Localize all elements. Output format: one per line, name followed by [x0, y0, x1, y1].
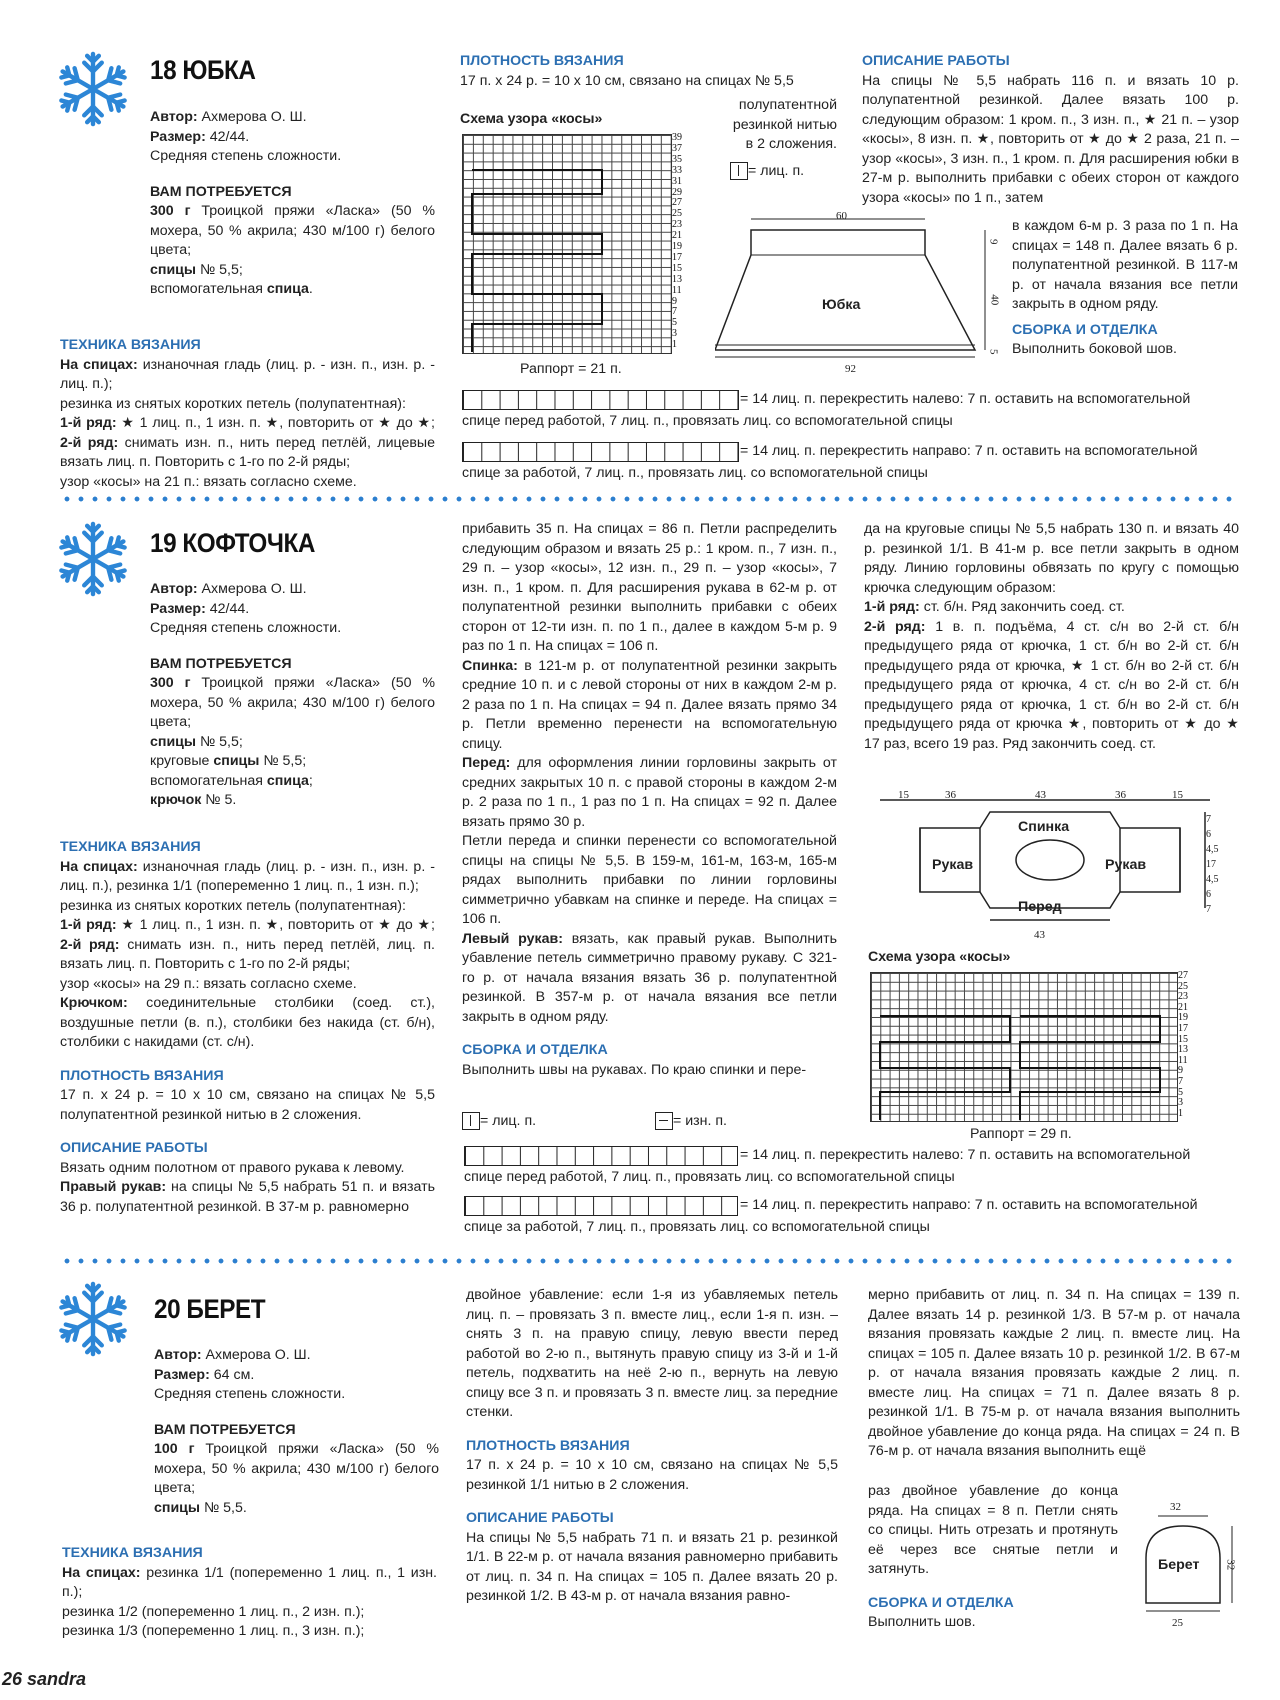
chart-repeat: Раппорт = 29 п. [970, 1126, 1072, 1142]
chart-row-number: 5 [672, 317, 677, 329]
snowflake-icon [54, 1280, 132, 1358]
dim-bottom: 92 [845, 363, 856, 375]
section-title: 19 КОФТОЧКА [150, 528, 315, 558]
work-heading: ОПИСАНИЕ РАБОТЫ [60, 1140, 208, 1156]
cross-right-text: = 14 лиц. п. перекрестить направо: 7 п. оставить на вспомогательной [740, 443, 1198, 459]
materials-heading: ВАМ ПОТРЕБУЕТСЯ [150, 655, 292, 672]
section-title: 18 ЮБКА [150, 55, 256, 85]
materials-yarn: 300 г Троицкой пряжи «Ласка» (50 % мохера, 50 % акрила; 430 м/100 г) белого цвета; [150, 203, 435, 258]
chart-row-number: 5 [1178, 1086, 1183, 1098]
legend-purl: = изн. п. [655, 1112, 727, 1132]
section-divider [60, 496, 1240, 502]
materials-heading: ВАМ ПОТРЕБУЕТСЯ [150, 183, 292, 200]
section-title: 20 БЕРЕТ [154, 1294, 266, 1324]
chart-row-number: 23 [1178, 991, 1188, 1003]
section-meta: Автор: Ахмерова О. Ш. Размер: 64 см. Средняя степень сложности. ВАМ ПОТРЕБУЕТСЯ 100 г Троицкой пряжи «Ласка» (50 % мохера, 50 % акрила; 430 м/100 г) белого цвета; спицы № 5,5. [154, 1347, 439, 1516]
section-meta [150, 108, 435, 300]
density-heading: ПЛОТНОСТЬ ВЯЗАНИЯ [60, 1067, 224, 1084]
chart-row-number: 13 [1178, 1044, 1188, 1056]
chart-row-number: 21 [672, 230, 682, 242]
column-2: прибавить 35 п. На спицах = 86 п. Петли распределить следующим образом и вязать 25 р.: 1 кром. п., 7 изн. п., 29 п. – узор «косы», 12 изн. п., 29 п. – узор «косы», 7 изн. п., 1 кром. п. Для расширения рукава в 62-м р. от полупатентной резинки выполнить прибавки с обеих сторон от 12-ти изн. п. по 1 п., далее в каждом 5-м р. 9 раз по 1 п. На спицах = 106 п. Спинка: в 121-м р. от полупатентной резинки закрыть средние 10 п. и с левой стороны от них в каждом 2-м р. 2 раза по 1 п. На спицах = 94 п. Далее вязать прямо 34 р. Петли временно перенести на вспомогательную спицу. Перед: для оформления линии горловины закрыть от средних закрытых 10 п. с правой стороны в каждом 2-м р. 2 раза по 1 п., 1 раз по 1 п. На спицах = 92 п. Далее вязать прямо 30 р. Петли переда и спинки перенести со вспомогательной спицы на спицы № 5,5. В 159-м, 161-м, 163-м, 165-м рядах выполнить прибавки по линии горловины симметрично убавкам на спинке и переде. На спицах = 106 п. Левый рукав: вязать, как правый рукав. Выполнить убавление петель симметрично правому рукаву. С 321-го р. от начала вязания вязать 36 р. полупатентной резинкой. В 357-м р. от начала вязания все петли закрыть в одном ряду. СБОРКА И ОТДЕЛКА Выполнить швы на рукавах. По краю спинки и пере- [462, 521, 837, 1078]
section-divider [60, 1258, 1240, 1264]
chart-title: Схема узора «косы» [868, 949, 1011, 965]
legend-knit: = лиц. п. [462, 1112, 536, 1132]
dim-top: 60 [836, 210, 847, 222]
chart-row-number: 11 [1178, 1054, 1188, 1066]
diagram-sleeve-right: Рукав [1105, 857, 1147, 873]
author: Ахмерова О. Ш. [197, 109, 307, 125]
chart-row-number: 9 [672, 295, 677, 307]
assembly-heading: СБОРКА И ОТДЕЛКА [1012, 321, 1158, 338]
column-3: мерно прибавить от лиц. п. 34 п. На спицах = 139 п. Далее вязать 14 р. резинкой 1/3. В 57-м р. от начала вязания провязать каждые 2 лиц. п. вместе лиц. На спицах = 105 п. Далее вязать 10 р. резинкой 1/2. В 67-м р. от начала вязания провязать каждые 2 лиц. п. вместе лиц. На спицах = 71 п. Далее вязать 8 р. резинкой 1/1. В 75-м р. от начала вязания выполнить двойное убавление до конца ряда. На спицах = 24 п. В 76-м р. от начала вязания выполнить ещё [868, 1287, 1240, 1459]
dim-height-2: 40 [988, 294, 1001, 306]
work-description-2: в каждом 6-м р. 3 раза по 1 п. На спицах = 148 п. Далее вязать 6 р. полупатентной резинкой. В 117-м р. от начала вязания все петли закрыть в одном ряду. СБОРКА И ОТДЕЛКА Выполнить боковой шов. [1012, 217, 1238, 360]
chart-row-number: 25 [672, 208, 682, 220]
cross-right-text: = 14 лиц. п. перекрестить направо: 7 п. оставить на вспомогательной [740, 1197, 1198, 1213]
size-label: Размер: [150, 128, 206, 145]
cross-left-symbol [462, 390, 739, 410]
cross-right-symbol [462, 442, 739, 462]
snowflake-icon [54, 50, 132, 128]
work-heading: ОПИСАНИЕ РАБОТЫ [862, 53, 1010, 69]
legend-knit: = лиц. п. [730, 162, 804, 182]
chart-row-number: 3 [672, 328, 677, 340]
diagram-sleeve-left: Рукав [932, 857, 974, 873]
diagram-bottom-dim: 43 [1034, 929, 1045, 941]
technique-block: ТЕХНИКА ВЯЗАНИЯ На спицах: резинка 1/1 (попеременно 1 лиц. п., 1 изн. п.); резинка 1/2 (попеременно 1 лиц. п., 2 изн. п.); резинка 1/3 (попеременно 1 лиц. п., 3 изн. п.); [62, 1545, 437, 1639]
chart-row-number: 23 [672, 219, 682, 231]
chart-repeat: Раппорт = 21 п. [520, 361, 622, 377]
density-text-2: полупатентной резинкой нитью в 2 сложения. [732, 97, 837, 152]
chart-row-number: 7 [1178, 1076, 1183, 1087]
chart-row-number: 31 [672, 175, 682, 187]
chart-row-number: 1 [672, 339, 677, 351]
cross-left-text-2: спице перед работой, 7 лиц. п., провязать лиц. со вспомогательной спицы [462, 413, 953, 429]
cable-chart-crosses [870, 972, 1176, 1120]
page-footer: 26 sandra [2, 1669, 87, 1689]
cross-left-symbol [464, 1146, 738, 1166]
difficulty: Средняя степень сложности. [150, 148, 342, 164]
diagram-front-label: Перед [1018, 899, 1062, 915]
chart-row-number: 17 [1178, 1023, 1188, 1034]
materials-needles: спицы № 5,5; [150, 261, 243, 278]
assembly-text: Выполнить боковой шов. [1012, 341, 1177, 357]
chart-row-number: 35 [672, 153, 682, 165]
cross-left-text: = 14 лиц. п. перекрестить налево: 7 п. оставить на вспомогательной [740, 1147, 1191, 1163]
cross-left-text: = 14 лиц. п. перекрестить налево: 7 п. оставить на вспомогательной [740, 391, 1191, 407]
skirt-label: Юбка [822, 297, 861, 313]
column-3b: раз двойное убавление до конца ряда. На спицах = 8 п. Петли снять со спицы. Нить отрезать и протянуть её через все снятые петли и затянуть. СБОРКА И ОТДЕЛКА Выполнить шов. [868, 1483, 1118, 1630]
assembly-heading: СБОРКА И ОТДЕЛКА [462, 1042, 608, 1058]
chart-title: Схема узора «косы» [460, 111, 603, 127]
chart-row-number: 7 [672, 306, 677, 318]
cable-chart-crosses [462, 134, 670, 352]
chart-row-number: 11 [672, 284, 682, 296]
cross-right-symbol [464, 1196, 738, 1216]
chart-row-number: 19 [1178, 1012, 1188, 1024]
density-heading: ПЛОТНОСТЬ ВЯЗАНИЯ [460, 53, 624, 69]
technique-block: ТЕХНИКА ВЯЗАНИЯ На спицах: изнаночная гладь (лиц. р. - изн. п., изн. р. - лиц. п.); резинка из снятых коротких петель (полупатентная): 1-й ряд: ★ 1 лиц. п., 1 изн. п. ★, повторить от ★ до ★; 2-й ряд: снимать изн. п., нить перед петлёй, лицевые вязать лиц. п. Повторить с 1-го по 2-й ряды; узор «косы» на 21 п.: вязать согласно схеме. [60, 337, 435, 490]
chart-row-number: 21 [1178, 1001, 1188, 1013]
blouse-diagram [880, 790, 1220, 940]
dim-height-1: 9 [987, 239, 1000, 245]
chart-row-number: 29 [672, 186, 682, 198]
density-block [460, 52, 840, 91]
cross-right-text-2: спице за работой, 7 лиц. п., провязать лиц. со вспомогательной спицы [464, 1219, 930, 1235]
chart-row-number: 25 [1178, 980, 1188, 992]
chart-row-number: 13 [672, 273, 682, 285]
beret-label: Берет [1158, 1557, 1200, 1573]
beret-dim-top: 32 [1170, 1501, 1181, 1513]
cross-left-text-2: спице перед работой, 7 лиц. п., провязать лиц. со вспомогательной спицы [464, 1169, 955, 1185]
diagram-side-dims: 7 6 4,5 17 4,5 6 7 [1206, 814, 1219, 915]
column-2: двойное убавление: если 1-я из убавляемых петель лиц. п. – провязать 3 п. вместе лиц., если 1-я п. изн. – снять 3 п. на правую спицу, левую ввести перед работой во 2-ю п., вытянуть правую спицу из 3-й и 1-й петель, подхватить на неё 2-ю п., вернуть на левую спицу все 3 п. и провязать 3 п. вместе лиц. за передние стенки. ПЛОТНОСТЬ ВЯЗАНИЯ 17 п. x 24 р. = 10 x 10 см, связано на спицах № 5,5 резинкой 1/1 нитью в 2 сложения. ОПИСАНИЕ РАБОТЫ На спицы № 5,5 набрать 71 п. и вязать 21 р. резинкой 1/1. В 22-м р. от начала вязания равномерно прибавить от лиц. п. 34 п. На спицах = 105 п. Далее вязать 20 р. резинкой 1/2. В 43-м р. от начала вязания равно- [466, 1287, 838, 1604]
chart-row-number: 15 [1178, 1033, 1188, 1045]
size: 42/44. [205, 128, 250, 145]
materials-aux: вспомогательная спица. [150, 281, 313, 297]
section-meta: Автор: Ахмерова О. Ш. Размер: 42/44. Средняя степень сложности. ВАМ ПОТРЕБУЕТСЯ 300 г Троицкой пряжи «Ласка» (50 % мохера, 50 % акрила; 430 м/100 г) белого цвета; спицы № 5,5; круговые спицы № 5,5; вспомогательная спица; крючок № 5. [150, 581, 435, 808]
diagram-back-label: Спинка [1018, 819, 1070, 835]
cross-right-text-2: спице за работой, 7 лиц. п., провязать лиц. со вспомогательной спицы [462, 465, 928, 481]
snowflake-icon [54, 520, 132, 598]
column-3: да на круговые спицы № 5,5 набрать 130 п. и вязать 40 р. резинкой 1/1. В 41-м р. все петли закрыть в одном ряду. Линию горловины обвязать по кругу с помощью крючка следующим образом: 1-й ряд: ст. б/н. Ряд закончить соед. ст. 2-й ряд: 1 в. п. подъёма, 4 ст. с/н во 2-й ст. б/н предыдущего ряда от крючка, 1 ст. б/н во 2-й ст. б/н предыдущего ряда от крючка, ★ 1 ст. б/н во 2-й ст. б/н предыдущего ряда от крючка, 4 ст. с/н во 2-й ст. б/н предыдущего ряда от крючка, 1 ст. б/н во 2-й ст. б/н предыдущего ряда от крючка ★, повторить от ★ до ★ 17 раз, всего 19 раз. Ряд закончить соед. ст. [864, 521, 1239, 752]
chart-row-number: 15 [672, 262, 682, 274]
work-description: ОПИСАНИЕ РАБОТЫ На спицы № 5,5 набрать 116 п. и вязать 10 р. полупатентной резинкой. Далее вязать 100 р. следующим образом: 1 кром. п., 3 изн. п., ★ 21 п. – узор «косы», 8 изн. п. ★, повторить от ★ до ★ 2 раза, 21 п. – узор «косы», 3 изн. п., 1 кром. п. Для расширения юбки в 27-м р. выполнить прибавки с обеих сторон от каждого узора «косы» по 1 п., затем [862, 53, 1239, 206]
chart-row-number: 3 [1178, 1097, 1183, 1109]
chart-row-number: 9 [1178, 1065, 1183, 1077]
beret-dim-bottom: 25 [1172, 1617, 1183, 1629]
technique-block: ТЕХНИКА ВЯЗАНИЯ На спицах: изнаночная гладь (лиц. р. - изн. п., изн. р. - лиц. п.), резинка 1/1 (попеременно 1 лиц. п., 1 изн. п.); резинка из снятых коротких петель (полупатентная): 1-й ряд: ★ 1 лиц. п., 1 изн. п. ★, повторить от ★ до ★; 2-й ряд: снимать изн. п., нить перед петлёй, лиц. п. вязать лиц. п. Повторить с 1-го по 2-й ряды; узор «косы» на 29 п.: вязать согласно схеме. Крючком: соединительные столбики (соед. ст.), воздушные петли (в. п.), столбики без накида (ст. б/н), столбики с накидами (ст. с/н). ПЛОТНОСТЬ ВЯЗАНИЯ 17 п. x 24 р. = 10 x 10 см, связано на спицах № 5,5 полупатентной резинкой нитью в 2 сложения. ОПИСАНИЕ РАБОТЫ Вязать одним полотном от правого рукава к левому. Правый рукав: на спицы № 5,5 набрать 51 п. и вязать 36 р. полупатентной резинкой. В 37-м р. равномерно [60, 839, 436, 1215]
chart-row-number: 39 [672, 132, 682, 143]
skirt-diagram [715, 205, 995, 375]
chart-row-number: 27 [672, 197, 682, 209]
technique-heading: ТЕХНИКА ВЯЗАНИЯ [60, 337, 201, 353]
density-text: 17 п. x 24 р. = 10 x 10 см, связано на спицах № 5,5 [460, 72, 794, 89]
chart-row-number: 37 [672, 142, 682, 154]
beret-dim-side: 32 [1224, 1559, 1237, 1571]
chart-row-number: 33 [672, 164, 682, 176]
chart-row-number: 19 [672, 241, 682, 252]
chart-row-number: 1 [1178, 1107, 1183, 1119]
author-label: Автор: [150, 109, 198, 125]
chart-row-number: 27 [1178, 970, 1188, 981]
dim-height-3: 5 [987, 349, 1000, 355]
chart-row-number: 17 [672, 251, 682, 263]
